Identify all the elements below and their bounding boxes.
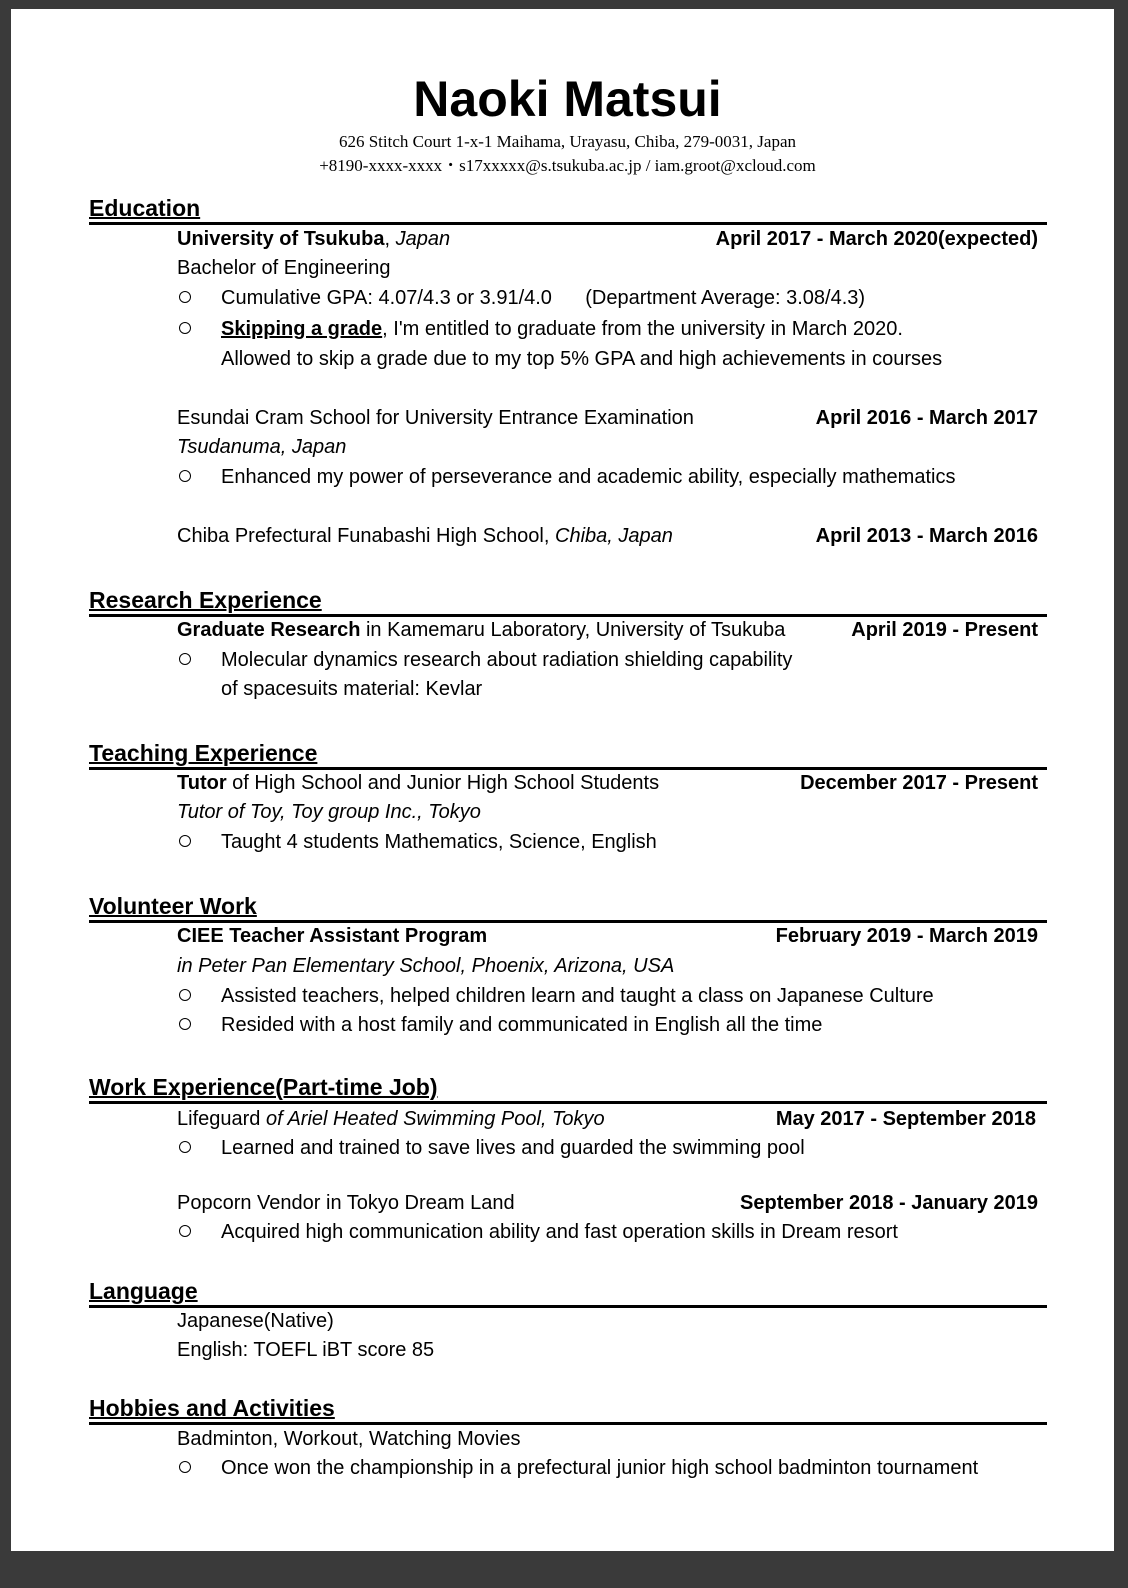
section-heading-work: Work Experience(Part-time Job) [89,1074,1047,1104]
education-university: University of Tsukuba, Japan [177,228,451,250]
bullet-circle-icon [179,989,191,1001]
education-skip-grade-detail: Allowed to skip a grade due to my top 5% GPA and high achievements in courses [221,348,943,370]
research-bullet: Molecular dynamics research about radiation shielding capability [221,649,793,671]
teaching-dates: December 2017 - Present [800,772,1038,794]
bullet-circle-icon [179,322,191,334]
education-high-school-dates: April 2013 - March 2016 [815,525,1038,547]
section-heading-education: Education [89,195,1047,225]
work-job-1: Lifeguard of Ariel Heated Swimming Pool, Tokyo [177,1108,605,1130]
teaching-bullet: Taught 4 students Mathematics, Science, English [221,831,657,853]
section-heading-volunteer: Volunteer Work [89,893,1047,923]
bullet-circle-icon [179,470,191,482]
volunteer-location: in Peter Pan Elementary School, Phoenix, Arizona, USA [177,955,675,977]
teaching-org: Tutor of Toy, Toy group Inc., Tokyo [177,801,481,823]
volunteer-dates: February 2019 - March 2019 [775,925,1038,947]
bullet-circle-icon [179,1225,191,1237]
work-job-2: Popcorn Vendor in Tokyo Dream Land [177,1192,515,1214]
education-cram-school: Esundai Cram School for University Entrance Examination [177,407,694,429]
bullet-circle-icon [179,1461,191,1473]
bullet-circle-icon [179,1018,191,1030]
volunteer-bullet-2: Resided with a host family and communicated in English all the time [221,1014,823,1036]
language-english: English: TOEFL iBT score 85 [177,1339,435,1361]
education-university-dates: April 2017 - March 2020(expected) [715,228,1038,250]
section-heading-research: Research Experience [89,587,1047,617]
education-cram-bullet: Enhanced my power of perseverance and academic ability, especially mathematics [221,466,956,488]
address: 626 Stitch Court 1-x-1 Maihama, Urayasu, Chiba, 279-0031, Japan [338,132,797,151]
work-job-2-dates: September 2018 - January 2019 [740,1192,1038,1214]
applicant-name: Naoki Matsui [413,71,722,127]
education-high-school: Chiba Prefectural Funabashi High School, Chiba, Japan [177,525,673,547]
research-position: Graduate Research in Kamemaru Laboratory, University of Tsukuba [177,619,786,641]
research-dates: April 2019 - Present [851,619,1038,641]
bullet-circle-icon [179,291,191,303]
research-bullet-cont: of spacesuits material: Kevlar [221,678,483,700]
education-gpa: Cumulative GPA: 4.07/4.3 or 3.91/4.0 (Department Average: 3.08/4.3) [221,287,866,309]
language-native: Japanese(Native) [177,1310,334,1332]
work-job-1-dates: May 2017 - September 2018 [775,1108,1036,1130]
work-job-1-bullet: Learned and trained to save lives and guarded the swimming pool [221,1137,805,1159]
section-heading-teaching: Teaching Experience [89,740,1047,770]
work-job-2-bullet: Acquired high communication ability and fast operation skills in Dream resort [221,1221,898,1243]
teaching-position: Tutor of High School and Junior High School Students [177,772,660,794]
bullet-circle-icon [179,835,191,847]
section-heading-hobbies: Hobbies and Activities [89,1395,1047,1425]
section-heading-language: Language [89,1278,1047,1308]
education-skip-grade: Skipping a grade, I'm entitled to graduate from the university in March 2020. [221,318,903,340]
bullet-circle-icon [179,1141,191,1153]
education-cram-location: Tsudanuma, Japan [177,436,347,458]
hobbies-bullet: Once won the championship in a prefectural junior high school badminton tournament [221,1457,979,1479]
resume-page [11,9,1114,1551]
volunteer-program: CIEE Teacher Assistant Program [177,925,488,947]
education-cram-dates: April 2016 - March 2017 [815,407,1038,429]
hobbies-list: Badminton, Workout, Watching Movies [177,1428,521,1450]
contact-info: +8190-xxxx-xxxx・s17xxxxx@s.tsukuba.ac.jp / iam.groot@xcloud.com [319,156,816,175]
volunteer-bullet-1: Assisted teachers, helped children learn and taught a class on Japanese Culture [221,985,934,1007]
education-degree: Bachelor of Engineering [177,257,391,279]
bullet-circle-icon [179,653,191,665]
